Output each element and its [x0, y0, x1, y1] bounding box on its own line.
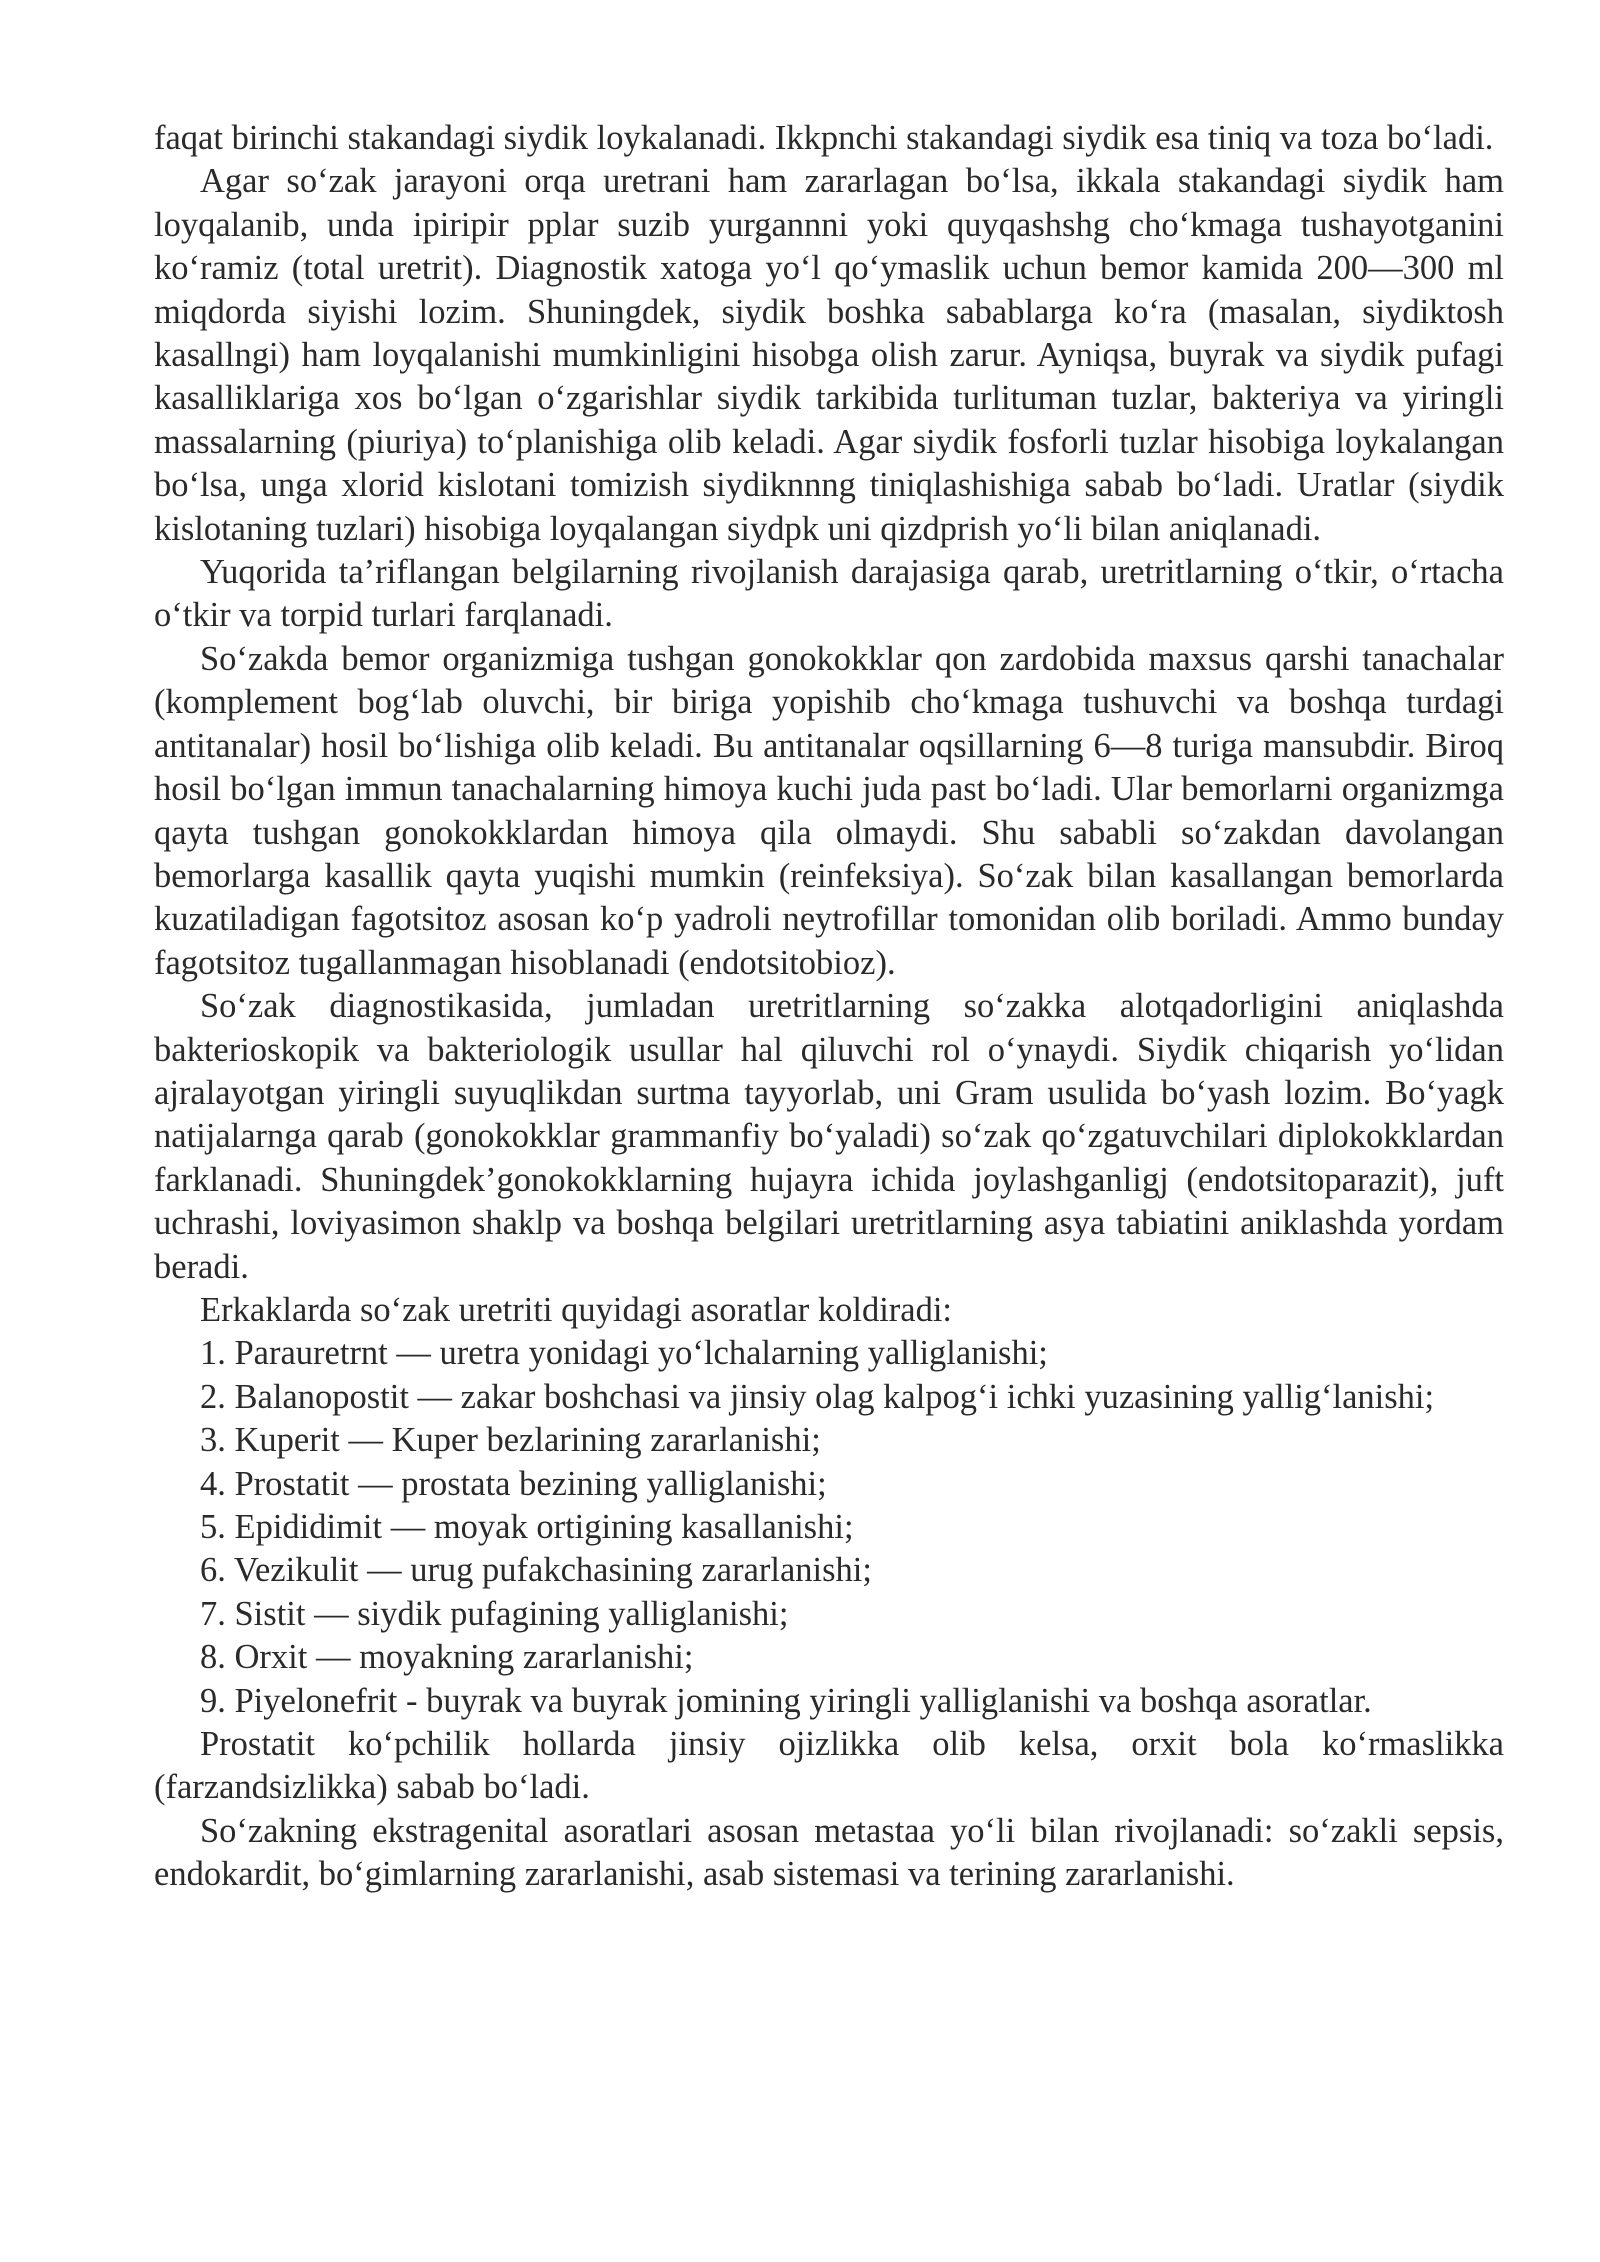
list-item	[154, 1549, 1504, 1592]
document-page	[154, 117, 1504, 1897]
list-item-text: Orxit — moyakning zararlanishi;	[234, 1638, 694, 1677]
list-item-number: 7.	[200, 1594, 226, 1633]
list-item-text: Vezikulit — urug pufakchasining zararlanishi;	[233, 1551, 872, 1590]
list-item-text: Sistit — siydik pufagining yalliglanishi;	[234, 1594, 789, 1633]
paragraph-7: Prostatit ko‘pchilik hollarda jinsiy ojizlikka olib kelsa, orxit bola ko‘rmaslikka (farzandsizlikka) sabab bo‘ladi.	[154, 1725, 1504, 1807]
list-item-number: 1.	[200, 1334, 226, 1373]
list-item-text: Kuperit — Kuper bezlarining zararlanishi;	[234, 1421, 821, 1460]
list-item-number: 8.	[200, 1638, 226, 1677]
paragraph-5: So‘zak diagnostikasida, jumladan uretritlarning so‘zakka alotqadorligini aniqlashda bakterioskopik va bakteriologik usullar hal qiluvchi rol o‘ynaydi. Siydik chiqarish yo‘lidan ajralayotgan yiringli suyuqlikdan surtma tayyorlab, uni Gram usulida bo‘yash lozim. Bo‘yagk natijalarnga qarab (gonokokklar grammanfiy bo‘yaladi) so‘zak qo‘zgatuvchilari diplokokklardan farklanadi. Shuningdek’gonokokklarning hujayra ichida joylashganligj (endotsitoparazit), juft uchrashi, loviyasimon shaklp va boshqa belgilari uretritlarning asya tabiatini aniklashda yordam beradi.	[154, 987, 1504, 1286]
list-item	[154, 1506, 1504, 1549]
list-item-number: 4.	[200, 1464, 226, 1503]
list-item-number: 6.	[200, 1551, 226, 1590]
paragraph-6: Erkaklarda so‘zak uretriti quyidagi asoratlar koldiradi:	[200, 1290, 953, 1329]
list-item	[154, 1376, 1504, 1419]
complications-list	[154, 1332, 1504, 1723]
list-item-text: Prostatit — prostata bezining yalliglanishi;	[234, 1464, 827, 1503]
list-item-number: 9.	[200, 1681, 226, 1720]
list-item	[154, 1463, 1504, 1506]
list-item	[154, 1636, 1504, 1679]
list-item-number: 3.	[200, 1421, 226, 1460]
list-item	[154, 1593, 1504, 1636]
list-item-text: Parauretrnt — uretra yonidagi yo‘lchalarning yalliglanishi;	[234, 1334, 1048, 1373]
paragraph-1: faqat birinchi stakandagi siydik loykalanadi. Ikkpnchi stakandagi siydik esa tiniq va toza bo‘ladi.	[154, 119, 1494, 157]
paragraph-8: So‘zakning ekstragenital asoratlari asosan metastaa yo‘li bilan rivojlanadi: so‘zakli sepsis, endokardit, bo‘gimlarning zararlanishi, asab sistemasi va terining zararlanishi.	[154, 1811, 1504, 1894]
list-item-text: Piyelonefrit - buyrak va buyrak jomining yiringli yalliglanishi va boshqa asoratlar.	[234, 1681, 1372, 1720]
paragraph-2: Agar so‘zak jarayoni orqa uretrani ham zararlagan bo‘lsa, ikkala stakandagi siydik ham loyqalanib, unda ipiripir pplar suzib yurgannni yoki quyqashshg cho‘kmaga tushayotganini ko‘ramiz (total uretrit). Diagnostik xatoga yo‘l qo‘ymaslik uchun bemor kamida 200—300 ml miqdorda siyishi lozim. Shuningdek, siydik boshka sabablarga ko‘ra (masalan, siydiktosh kasallngi) ham loyqalanishi mumkinligini hisobga olish zarur. Ayniqsa, buyrak va siydik pufagi kasalliklariga xos bo‘lgan o‘zgarishlar siydik tarkibida turlituman tuzlar, bakteriya va yiringli massalarning (piuriya) to‘planishiga olib keladi. Agar siydik fosforli tuzlar hisobiga loykalangan bo‘lsa, unga xlorid kislotani tomizish siydiknnng tiniqlashishiga sabab bo‘ladi. Uratlar (siydik kislotaning tuzlari) hisobiga loyqalangan siydpk uni qizdprish yo‘li bilan aniqlanadi.	[154, 162, 1504, 548]
list-item	[154, 1680, 1504, 1723]
list-item-text: Balanopostit — zakar boshchasi va jinsiy olag kalpog‘i ichki yuzasining yallig‘lanishi;	[234, 1377, 1435, 1416]
list-item-number: 5.	[200, 1508, 226, 1546]
paragraph-4: So‘zakda bemor organizmiga tushgan gonokokklar qon zardobida maxsus qarshi tanachalar (komplement bog‘lab oluvchi, bir biriga yopishib cho‘kmaga tushuvchi va boshqa turdagi antitanalar) hosil bo‘lishiga olib keladi. Bu antitanalar oqsillarning 6—8 turiga mansubdir. Biroq hosil bo‘lgan immun tanachalarning himoya kuchi juda past bo‘ladi. Ular bemorlarni organizmga qayta tushgan gonokokklardan himoya qila olmaydi. Shu sababli so‘zakdan davolangan bemorlarga kasallik qayta yuqishi mumkin (reinfeksiya). So‘zak bilan kasallangan bemorlarda kuzatiladigan fagotsitoz asosan ko‘p yadroli neytrofillar tomonidan olib boriladi. Ammo bunday fagotsitoz tugallanmagan hisoblanadi (endotsitobioz).	[154, 639, 1504, 982]
list-item	[154, 1332, 1504, 1375]
paragraph-3: Yuqorida ta’riflangan belgilarning rivojlanish darajasiga qarab, uretritlarning o‘tkir, o‘rtacha o‘tkir va torpid turlari farqlanadi.	[154, 553, 1504, 635]
list-item-number: 2.	[200, 1377, 226, 1416]
list-item	[154, 1419, 1504, 1462]
list-item-text: Epididimit — moyak ortigining kasallanishi;	[234, 1508, 854, 1546]
